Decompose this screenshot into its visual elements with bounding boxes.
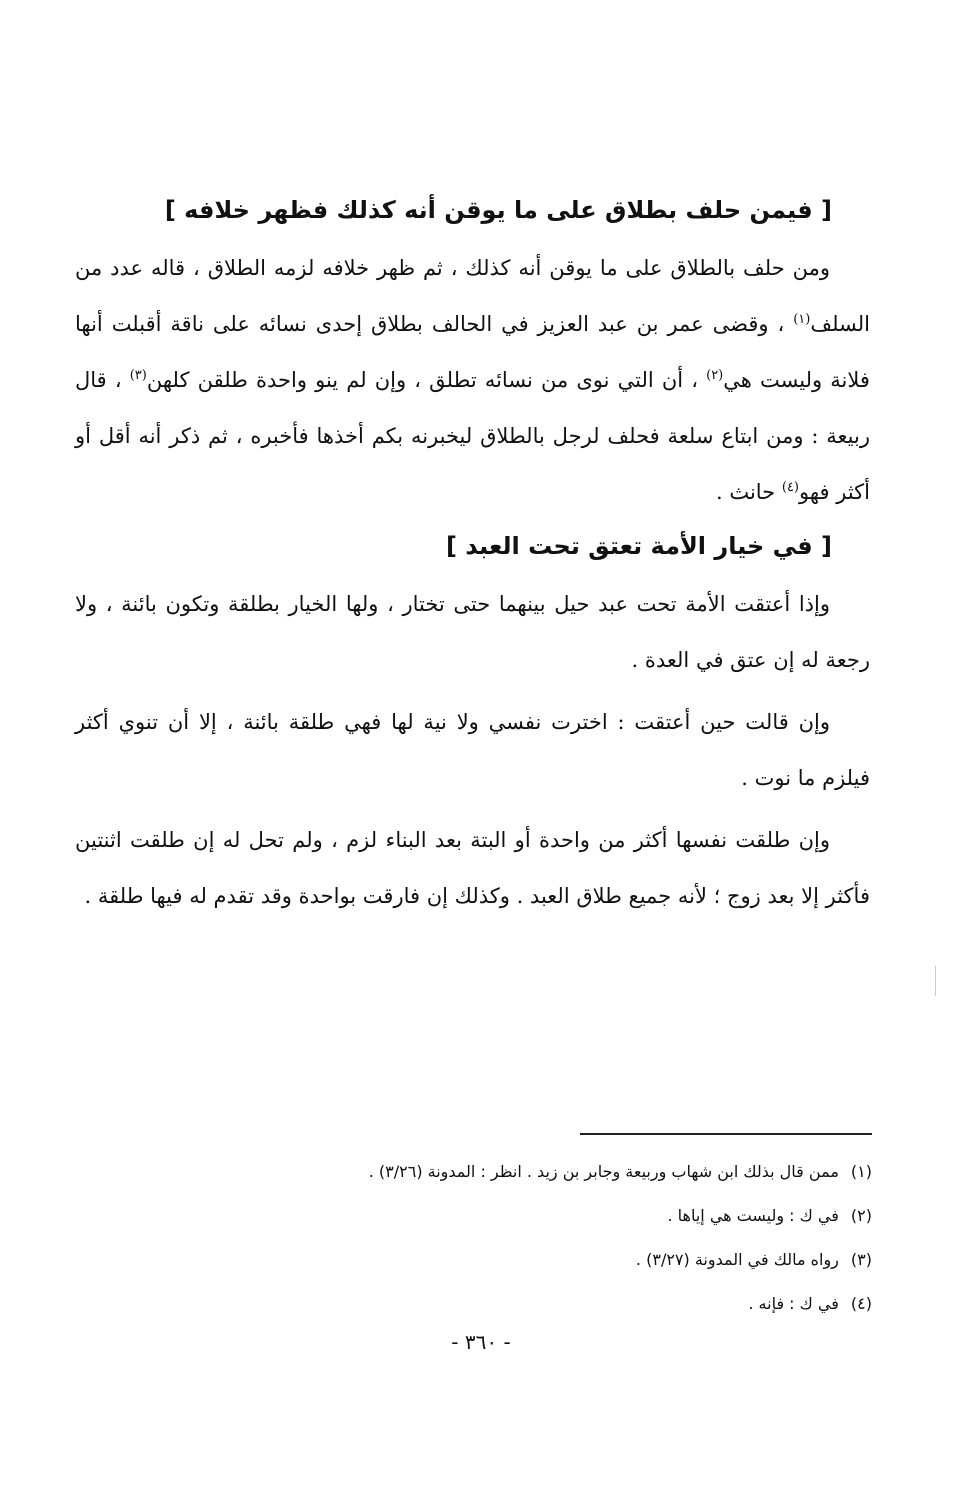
- section-heading-oath: [ فيمن حلف بطلاق على ما يوقن أنه كذلك فظهر خلافه ]: [164, 196, 832, 224]
- footnote-4: [75, 1282, 872, 1326]
- footnote-text: في ك : وليست هي إياها .: [667, 1206, 839, 1225]
- footnote-text: ممن قال بذلك ابن شهاب وربيعة وجابر بن زيد . انظر : المدونة (٣/٢٦) .: [368, 1162, 839, 1181]
- paragraph-choice-statement: وإن قالت حين أعتقت : اخترت نفسي ولا نية لها فهي طلقة بائنة ، إلا أن تنوي أكثر فيلزم ما نوت .: [75, 710, 870, 790]
- footnote-number: (٤): [850, 1294, 872, 1313]
- footnote-number: (١): [850, 1162, 872, 1181]
- paragraph-freed-slave: وإذا أعتقت الأمة تحت عبد حيل بينهما حتى تختار ، ولها الخيار بطلقة وتكون بائنة ، ولا رجعة له إن عتق في العدة .: [75, 592, 870, 672]
- footnote-ref-3: (٣): [129, 368, 147, 383]
- footnotes: [75, 1150, 872, 1326]
- text-run: ومن حلف بالطلاق على ما يوقن أنه كذلك ، ثم ظهر خلافه لزمه الطلاق ، قاله عدد من السلف: [75, 256, 870, 336]
- paragraph-divorce-count: وإن طلقت نفسها أكثر من واحدة أو البتة بعد البناء لزم ، ولم تحل له إن طلقت اثنتين فأكثر إلا بعد زوج ؛ لأنه جميع طلاق العبد . وكذلك إن فارقت بواحدة وقد تقدم له فيها طلقة .: [75, 828, 870, 908]
- text-run: ، قال ربيعة : ومن ابتاع سلعة فحلف لرجل بالطلاق ليخبرنه بكم أخذها فأخبره ، ثم ذكر أنه أقل أو أكثر فهو: [75, 368, 870, 504]
- page-number: - ٣٦٠ -: [451, 1330, 511, 1354]
- footnote-1: [75, 1150, 872, 1194]
- margin-mark: [935, 966, 936, 996]
- footnote-text: رواه مالك في المدونة (٣/٢٧) .: [635, 1250, 839, 1269]
- footnote-separator: [580, 1133, 872, 1135]
- paragraph-oath: [75, 240, 870, 520]
- footnote-ref-1: (١): [793, 312, 811, 327]
- footnote-number: (٢): [850, 1206, 872, 1225]
- page-body: [75, 190, 870, 930]
- text-run: ، وقضى عمر بن عبد العزيز في الحالف بطلاق إحدى نسائه على ناقة أقبلت أنها فلانة وليست هي: [75, 312, 870, 392]
- footnote-ref-2: (٢): [706, 368, 724, 383]
- footnote-number: (٣): [850, 1250, 872, 1269]
- section-heading-slave-choice: [ في خيار الأمة تعتق تحت العبد ]: [445, 532, 832, 560]
- text-run: حانث .: [715, 480, 776, 504]
- footnote-text: في ك : فإنه .: [748, 1294, 839, 1313]
- footnote-2: [75, 1194, 872, 1238]
- text-run: ، أن التي نوى من نسائه تطلق ، وإن لم ينو واحدة طلقن كلهن: [146, 368, 698, 392]
- footnote-3: [75, 1238, 872, 1282]
- footnote-ref-4: (٤): [781, 480, 799, 495]
